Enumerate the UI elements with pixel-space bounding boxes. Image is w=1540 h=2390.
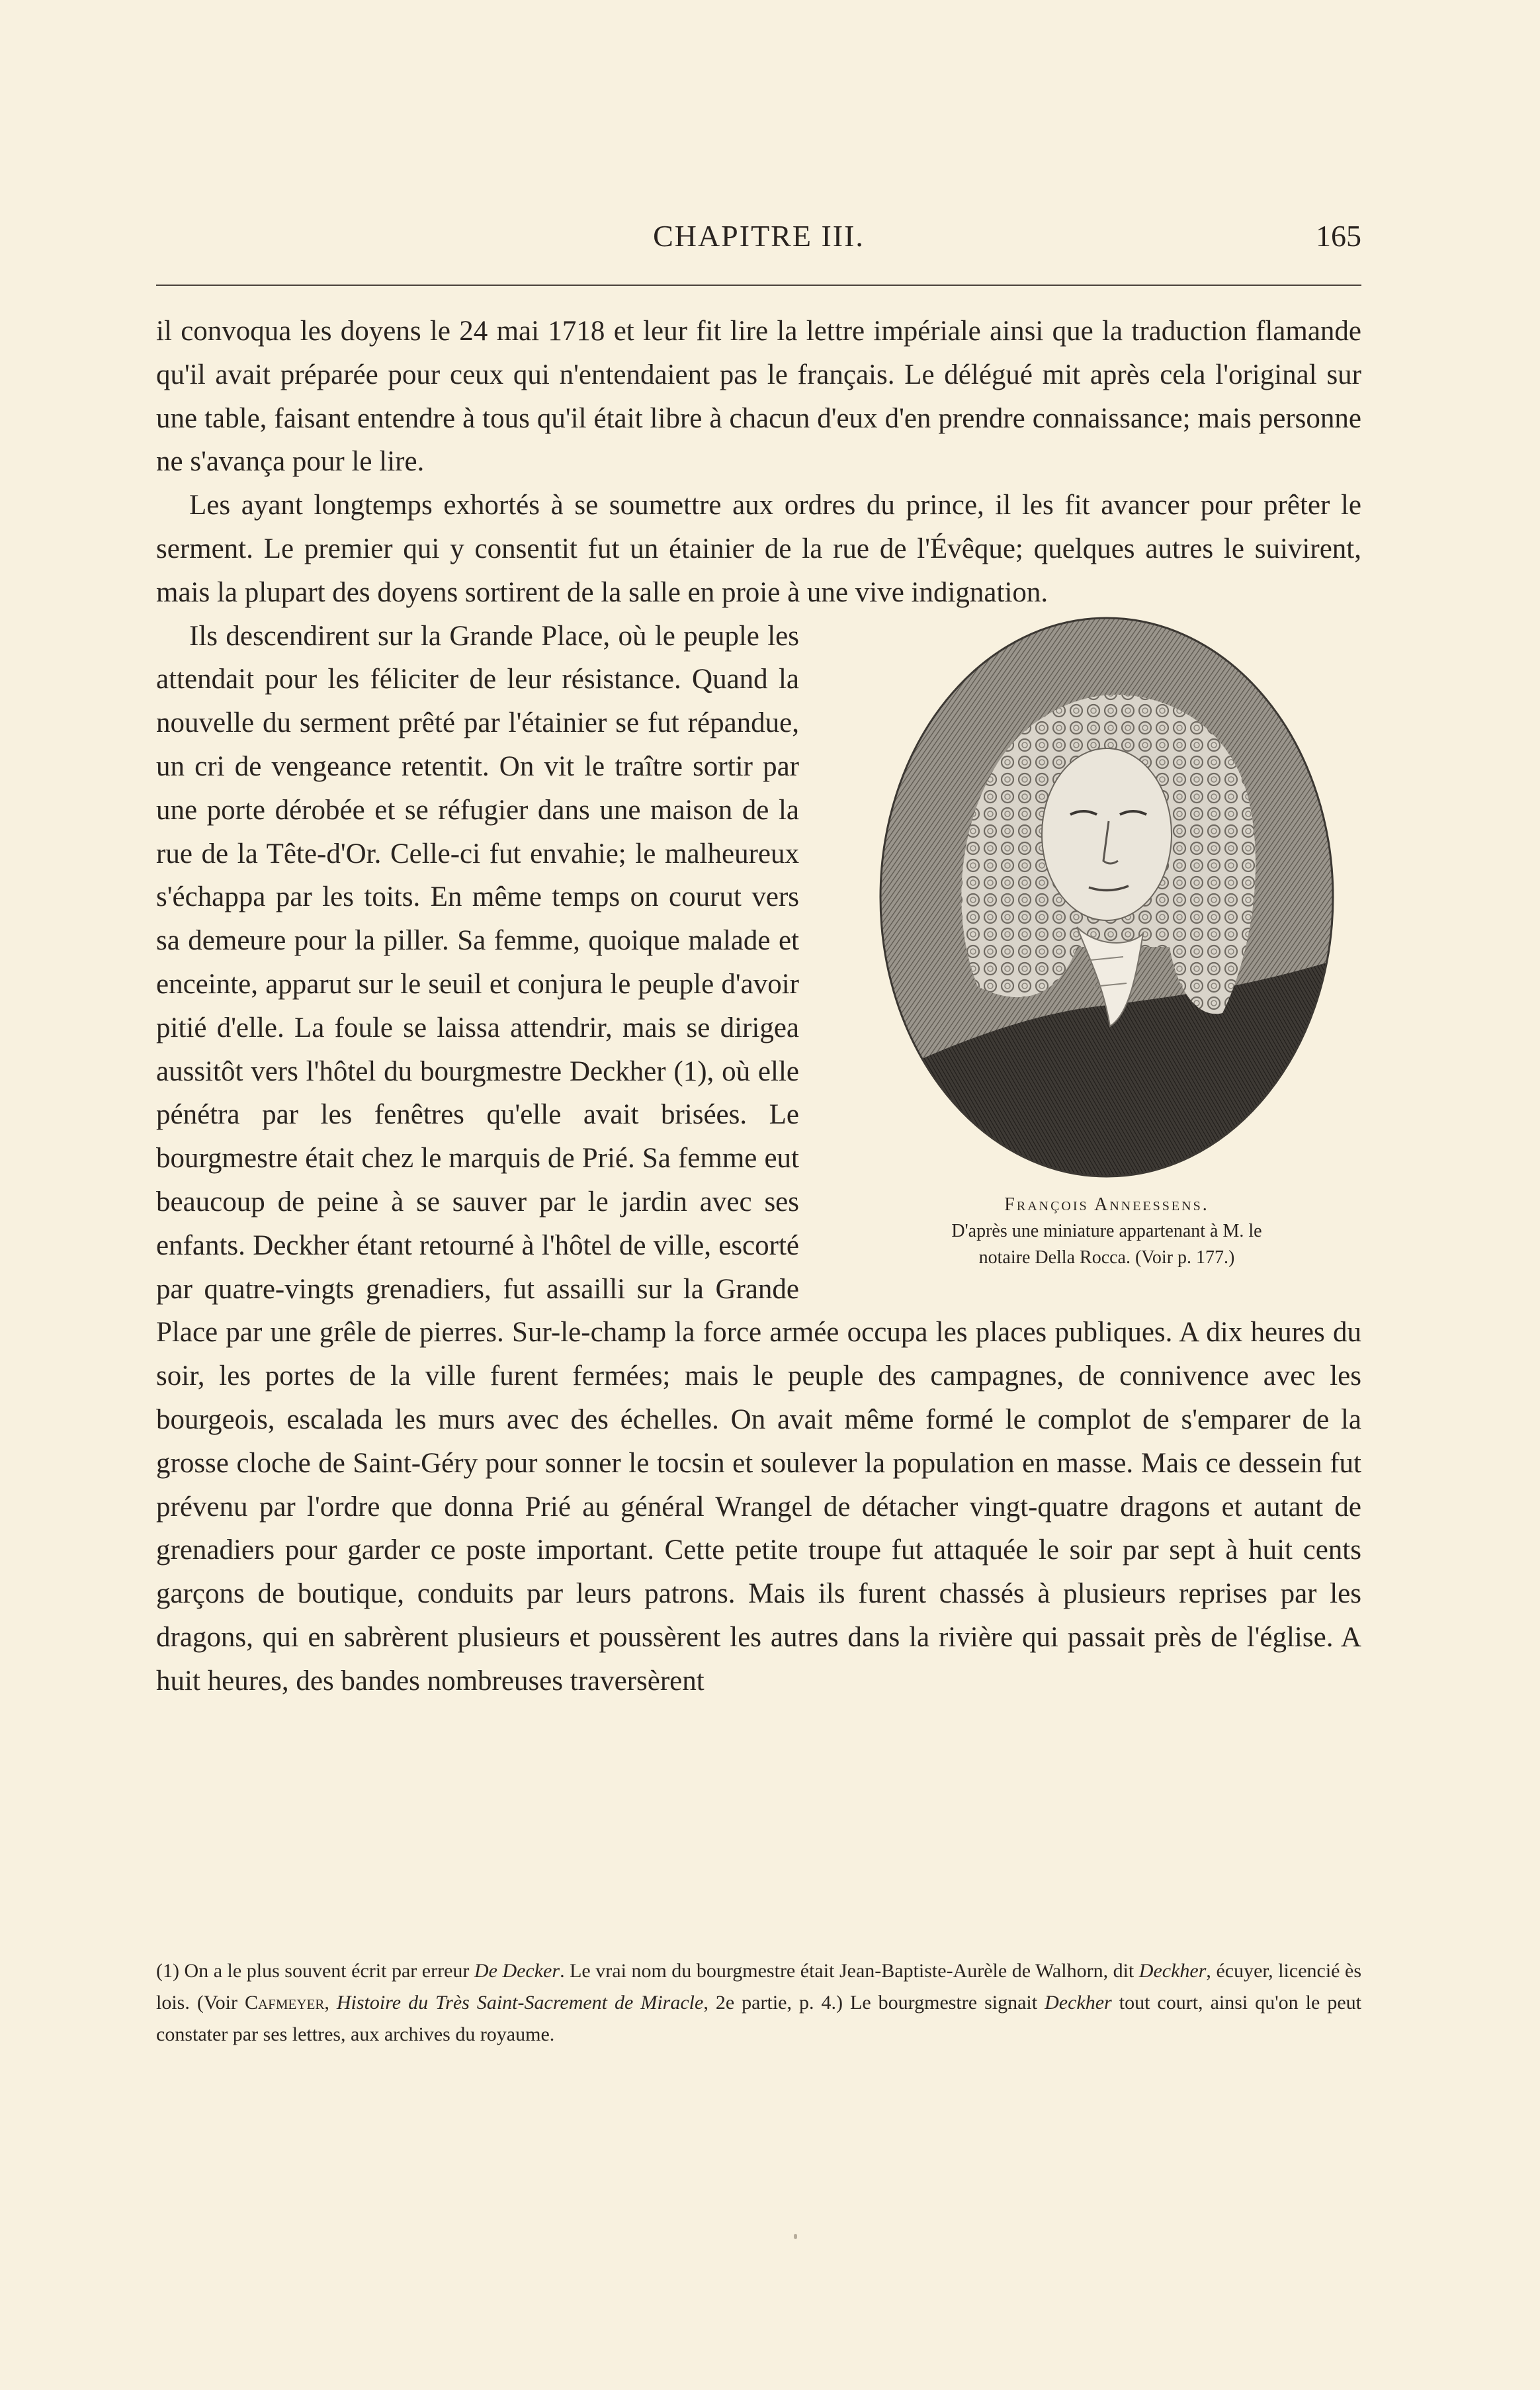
body-text xyxy=(156,310,1361,1703)
portrait-engraving xyxy=(878,616,1335,1178)
footnote-italic-2: Deckher xyxy=(1138,1960,1207,1982)
footnote-text-6: tout court, ainsi qu'on le peut constater par ses lettres, aux archives du royaume. xyxy=(156,1992,1361,2045)
footnote xyxy=(156,1955,1361,2051)
footnote-text-4: , xyxy=(324,1992,329,2014)
running-header xyxy=(156,218,1361,265)
footnote-text-2: . Le vrai nom du bourgmestre était Jean-Baptiste-Aurèle de Walhorn, dit xyxy=(560,1960,1134,1982)
footnote-italic-4: Deckher xyxy=(1045,1992,1112,2014)
caption-title: François Anneessens. xyxy=(1004,1194,1209,1215)
header-rule xyxy=(156,285,1361,286)
footnote-author: Cafmeyer xyxy=(245,1992,325,2014)
paragraph-1: il convoqua les doyens le 24 mai 1718 et leur fit lire la lettre impériale ainsi que la traduction flamande qu'il avait préparée pour ceux qui n'entendaient pas le français. Le délégué mit après cela l'original sur une table, faisant entendre à tous qu'il était libre à chacun d'eux d'en prendre connaissance; mais personne ne s'avança pour le lire. xyxy=(156,316,1361,478)
page-number: 165 xyxy=(1316,219,1361,253)
footnote-marker: (1) xyxy=(156,1960,179,1982)
paragraph-3: Ils descendirent sur la Grande Place, où le peuple les attendait pour les féliciter de leur résistance. Quand la nouvelle du serment prêté par l'étainier se fut répandue, un cri de vengeance retentit. On vit le traître sortir par une porte dérobée et se réfugier dans une maison de la rue de la Tête-d'Or. Celle-ci fut envahie; le malheureux s'échappa par les toits. En même temps on courut vers sa demeure pour la piller. Sa femme, quoique malade et enceinte, apparut sur le seuil et conjura le peuple d'avoir pitié d'elle. La foule se laissa attendrir, mais se dirigea aussitôt vers l'hôtel du bourgmestre Deckher (1), où elle pénétra par les fenêtres qu'elle avait brisées. Le bourgmestre était chez le marquis de Prié. Sa femme eut beaucoup de peine à se sauver par le jardin avec ses enfants. Deckher étant retourné à l'hôtel de ville, escorté par quatre-vingts grenadiers, fut assailli sur la Grande Place par une grêle de pierres. Sur-le-champ la force armée occupa les places publiques. A dix heures du soir, les portes de la ville furent fermées; mais le peuple des campagnes, de connivence avec les bourgeois, escalada les murs avec des échelles. On avait même formé le complot de s'emparer de la grosse cloche de Saint-Géry pour sonner le tocsin et soulever la population en masse. Mais ce dessein fut prévenu par l'ordre que donna Prié au général Wrangel de détacher vingt-quatre dragons et autant de grenadiers pour garder ce poste important. Cette petite troupe fut attaquée le soir par sept à huit cents garçons de boutique, conduits par leurs patrons. Mais ils furent chassés à plusieurs reprises par les dragons, qui en sabrèrent plusieurs et poussèrent les autres dans la rivière qui passait près de l'église. A huit heures, des bandes nombreuses traversèrent xyxy=(156,620,1361,1697)
footnote-italic-1: De Decker xyxy=(474,1960,560,1982)
footnote-text-5: , 2e partie, p. 4.) Le bourgmestre signait xyxy=(703,1992,1038,2014)
chapter-title: CHAPITRE III. xyxy=(653,219,865,253)
caption-line-1: D'après une miniature appartenant à M. le xyxy=(951,1220,1262,1241)
page-speck xyxy=(794,2234,797,2239)
footnote-italic-3: Histoire du Très Saint-Sacrement de Miracle xyxy=(336,1992,704,2014)
footnote-paragraph xyxy=(156,1955,1361,2051)
footnote-text-3: , écuyer, licencié ès lois. (Voir xyxy=(156,1960,1361,2014)
caption-line-2: notaire Della Rocca. (Voir p. 177.) xyxy=(978,1247,1235,1268)
paragraph-2: Les ayant longtemps exhortés à se soumettre aux ordres du prince, il les fit avancer pour prêter le serment. Le premier qui y consentit fut un étainier de la rue de l'Évêque; quelques autres le suivirent, mais la plupart des doyens sortirent de la salle en proie à une vive indignation. xyxy=(156,490,1361,608)
portrait-figure xyxy=(852,616,1361,1271)
footnote-text-1: On a le plus souvent écrit par erreur xyxy=(184,1960,470,1982)
